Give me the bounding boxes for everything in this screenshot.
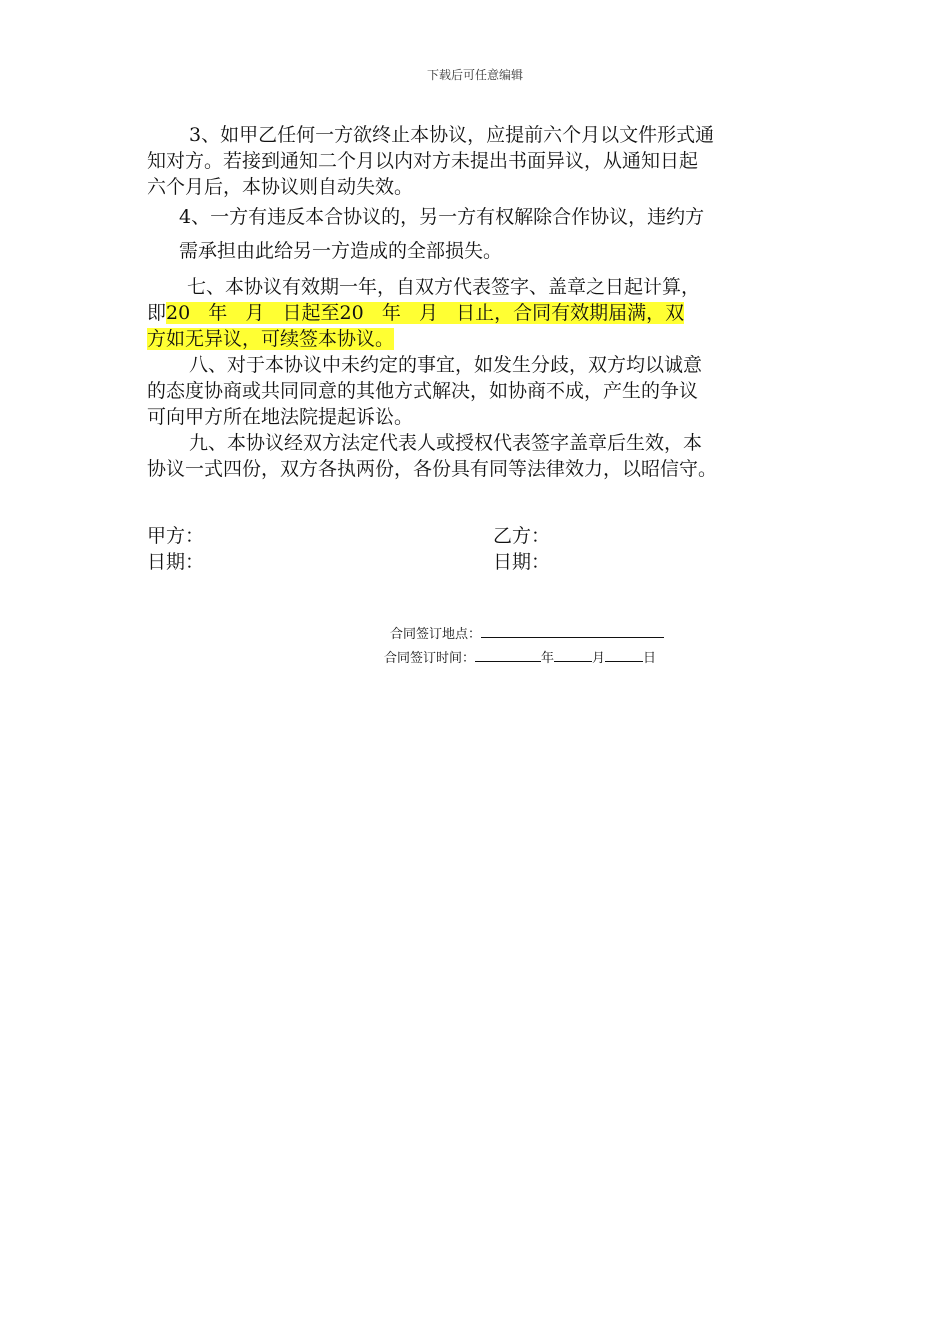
clause-7-line-1: 七、本协议有效期一年，自双方代表签字、盖章之日起计算， [187,276,701,298]
signing-place-blank [481,623,664,638]
party-b-label: 乙方： [493,525,551,547]
signing-day-label: 日 [643,651,657,666]
signing-month-blank [554,647,592,662]
clause-9-line-2: 协议一式四份，双方各执两份，各份具有同等法律效力，以昭信守。 [147,458,718,480]
signing-time-field [384,647,656,671]
agreement-body [147,122,807,482]
clause-8-line-1: 八、对于本协议中未约定的事宜，如发生分歧，双方均以诚意 [189,354,703,376]
clause-3-line-2: 知对方。若接到通知二个月以内对方未提出书面异议，从通知日起 [147,150,699,172]
party-a-label: 甲方： [147,525,205,547]
clause-7-line-2 [147,300,807,326]
clause-8-line-2: 的态度协商或共同同意的其他方式解决，如协商不成，产生的争议 [147,380,699,402]
clause-9-line-1: 九、本协议经双方法定代表人或授权代表签字盖章后生效，本 [189,432,703,454]
clause-4-line-1: 4、一方有违反本合协议的，另一方有权解除合作协议，违约方 [179,206,705,228]
contract-signing-info [0,623,950,671]
signing-day-blank [605,647,643,662]
header-note: 下载后可任意编辑 [426,68,523,82]
signing-place-label: 合同签订地点： [390,627,482,642]
clause-7-prefix: 即 [147,302,167,324]
signing-place-field [390,623,664,647]
signing-year-blank [475,647,541,662]
signing-month-label: 月 [592,651,606,666]
signature-block [147,523,807,575]
party-a-date-label: 日期： [147,551,205,573]
clause-3-line-3: 六个月后，本协议则自动失效。 [147,176,414,198]
clause-3-line-1: 3、如甲乙任何一方欲终止本协议，应提前六个月以文件形式通 [189,124,715,146]
signing-year-label: 年 [541,651,555,666]
clause-8-line-3: 可向甲方所在地法院提起诉讼。 [147,406,414,428]
clause-7-highlight-1: 20 年 月 日起至20 年 月 日止，合同有效期届满，双 [166,302,685,324]
clause-4-line-2: 需承担由此给另一方造成的全部损失。 [179,240,503,262]
clause-7-line-3 [147,326,807,352]
clause-7-highlight-2: 方如无异议，可续签本协议。 [147,328,395,350]
signing-time-label: 合同签订时间： [384,651,476,666]
party-b-date-label: 日期： [493,551,551,573]
